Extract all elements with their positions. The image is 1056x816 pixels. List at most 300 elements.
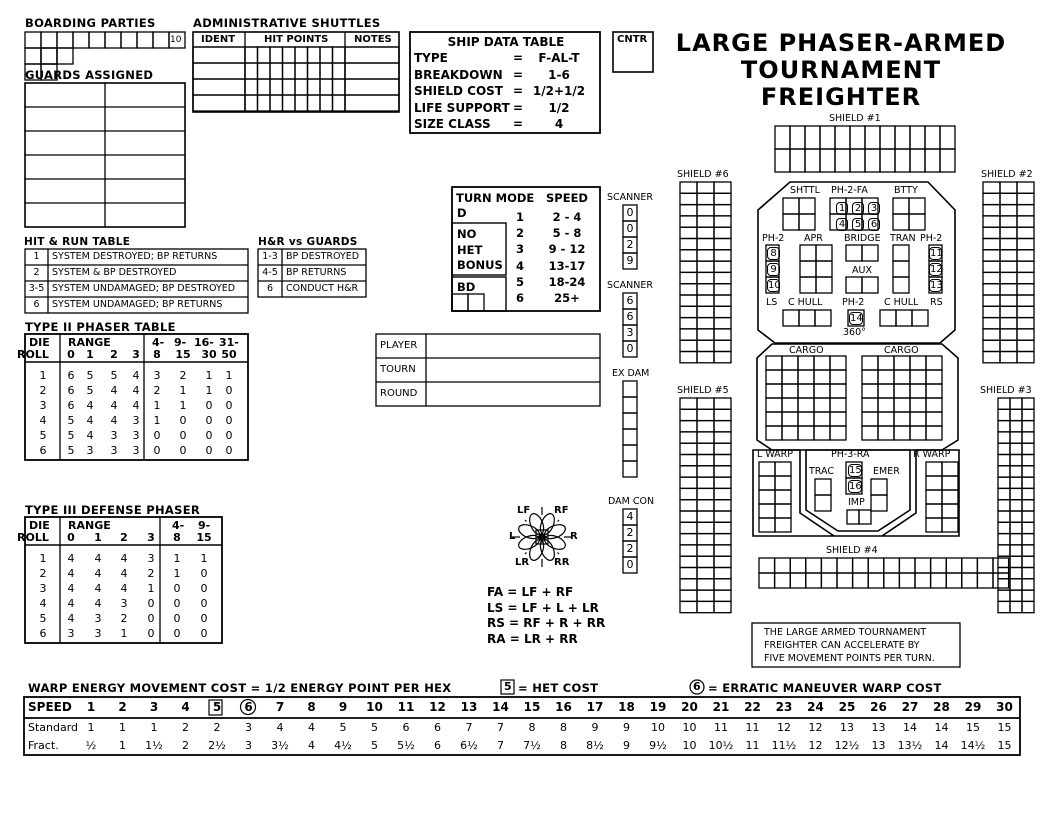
cntr-label: CNTR — [617, 34, 648, 45]
phaser-cell: 3 — [39, 582, 47, 595]
phaser-cell: 3 — [86, 444, 94, 457]
turn-mode-table — [456, 191, 588, 205]
phaser-range-header: 2 — [120, 531, 128, 544]
phaser-cell: 0 — [225, 429, 233, 442]
weapon-left-number: 9 — [767, 263, 780, 276]
fract-cost: 15 — [997, 739, 1012, 752]
ex-dam-label: EX DAM — [612, 368, 650, 379]
phaser-cell: 0 — [200, 612, 208, 625]
phaser-cell: 1 — [205, 369, 213, 382]
hr-guards-result: BP DESTROYED — [286, 251, 360, 262]
phaser-cell: 0 — [200, 582, 208, 595]
hr-guards-roll: 4-5 — [262, 267, 278, 278]
speed-value: 5 — [212, 700, 222, 714]
speed-value: 23 — [775, 700, 793, 714]
phaser-cell: 3 — [110, 444, 118, 457]
phaser-range-header: 8 — [173, 531, 181, 544]
phaser-range-header: 2 — [110, 348, 118, 361]
shuttle-header-notes: NOTES — [354, 34, 392, 45]
standard-cost: 2 — [182, 721, 189, 734]
ssd-label-rs: RS — [930, 297, 943, 308]
phaser-cell: 0 — [200, 597, 208, 610]
standard-cost: 10 — [682, 721, 697, 734]
phaser-cell: 0 — [225, 444, 233, 457]
phaser-header: RANGE — [68, 519, 111, 532]
turn-speed-range: 9 - 12 — [548, 242, 586, 257]
fract-cost: 8½ — [586, 739, 604, 752]
standard-cost: 5 — [339, 721, 347, 734]
speed-value: 22 — [744, 700, 761, 714]
standard-cost: 5 — [371, 721, 378, 734]
standard-cost: 7 — [497, 721, 504, 734]
turn-speed-range: 18-24 — [548, 274, 586, 289]
phaser-cell: 0 — [225, 414, 233, 427]
ssd-boxes — [680, 126, 1034, 613]
speed-value: 13 — [460, 700, 478, 714]
phaser-cell: 1 — [39, 369, 47, 382]
phaser-cell: 1 — [173, 552, 181, 565]
erratic-cost-label: = ERRATIC MANEUVER WARP COST — [708, 681, 942, 695]
hit-run-label: HIT & RUN TABLE — [24, 236, 131, 248]
standard-cost: 12 — [777, 721, 791, 734]
phaser-cell: 4 — [94, 597, 102, 610]
fract-cost: 14 — [934, 739, 949, 752]
no-het-bonus-label — [457, 227, 503, 274]
ship-data-key: BREAKDOWN — [414, 67, 503, 82]
player-box-label: ROUND — [380, 388, 418, 399]
phaser-cell: 4 — [132, 384, 140, 397]
phaser-range-header: 0 — [67, 348, 75, 361]
phaser-cell: 0 — [205, 399, 213, 412]
weapon-fa-number: 3 — [868, 202, 880, 215]
phaser-cell: 4 — [94, 552, 102, 565]
arc-definitions — [487, 585, 605, 647]
dam-con-value: 0 — [626, 558, 634, 571]
phaser-range-header: 8 — [153, 348, 161, 361]
phaser-cell: 0 — [153, 429, 161, 442]
speed-row-label: SPEED — [28, 700, 72, 714]
ssd-label-btty: BTTY — [894, 185, 918, 196]
erratic-number: 6 — [693, 680, 701, 693]
phaser-cell: 0 — [200, 567, 208, 580]
hit-run-roll: 6 — [33, 299, 40, 310]
phaser-cell: 4 — [67, 582, 75, 595]
ship-data-key: SHIELD COST — [414, 84, 503, 99]
phaser-header: 31- — [219, 336, 239, 349]
phaser-cell: 1 — [153, 399, 161, 412]
note-line-2: FREIGHTER CAN ACCELERATE BY — [764, 640, 920, 651]
shield-label: SHIELD #5 — [677, 385, 729, 396]
phaser-cell: 4 — [86, 429, 94, 442]
hit-run-result: SYSTEM UNDAMAGED; BP DESTROYED — [52, 283, 236, 294]
phaser-cell: 6 — [67, 384, 75, 397]
het-label: HET — [457, 242, 483, 257]
turn-speed-range: 5 - 8 — [552, 226, 582, 241]
player-box-label: PLAYER — [380, 340, 418, 351]
phaser-cell: 0 — [147, 612, 155, 625]
fract-cost: 13½ — [897, 739, 923, 752]
dam-con-value: 4 — [626, 510, 634, 523]
standard-cost: 14 — [903, 721, 917, 734]
speed-value: 15 — [523, 700, 541, 714]
phaser-cell: 4 — [132, 369, 140, 382]
scanner-1-value: 0 — [626, 222, 634, 235]
phaser-cell: 3 — [153, 369, 161, 382]
phaser-cell: 3 — [132, 429, 140, 442]
scanner-1-value: 0 — [626, 206, 634, 219]
phaser-cell: 3 — [94, 627, 102, 640]
phaser-cell: 4 — [67, 567, 75, 580]
phaser-cell: 0 — [147, 597, 155, 610]
fract-cost: 4½ — [334, 739, 352, 752]
phaser-cell: 3 — [67, 627, 75, 640]
weapon-right-number: 12 — [930, 264, 943, 275]
phaser-cell: 1 — [225, 369, 233, 382]
scanner-2-label: SCANNER — [607, 280, 653, 291]
phaser-header: 9- — [174, 336, 187, 349]
compass-arc-label: LF — [517, 505, 531, 516]
weapon-ra-number: 16 — [849, 481, 862, 492]
fract-cost: 5 — [371, 739, 378, 752]
speed-value: 4 — [181, 700, 190, 714]
speed-value: 14 — [492, 700, 509, 714]
phaser-cell: 4 — [67, 597, 75, 610]
speed-value: 25 — [838, 700, 856, 714]
movement-title: WARP ENERGY MOVEMENT COST = 1/2 ENERGY POINT PER HEX — [28, 681, 452, 695]
turn-mode-value: 2 — [516, 226, 525, 241]
ssd-label-emer: EMER — [873, 466, 900, 477]
phaser2-label: TYPE II PHASER TABLE — [25, 320, 176, 334]
bd-label: BD — [457, 280, 476, 294]
phaser-cell: 1 — [120, 627, 128, 640]
ship-data-row — [414, 116, 598, 132]
phaser-cell: 1 — [173, 567, 181, 580]
standard-cost: 6 — [434, 721, 441, 734]
ssd-label-ph3ra: PH-3-RA — [831, 449, 870, 460]
ssd-label-deg: 360° — [843, 327, 866, 338]
fract-cost: 12½ — [834, 739, 860, 752]
title-line-1: LARGE PHASER-ARMED — [675, 29, 1007, 57]
phaser-range-header: ROLL — [17, 348, 49, 361]
standard-cost: 8 — [528, 721, 536, 734]
het-cost-label: = HET COST — [518, 681, 599, 695]
ssd-label-bridge: BRIDGE — [844, 233, 881, 244]
ship-data-row — [414, 83, 598, 99]
phaser-range-header: 3 — [132, 348, 140, 361]
scanner-2-value: 0 — [626, 342, 634, 355]
phaser-cell: 4 — [67, 612, 75, 625]
fract-cost: 3 — [245, 739, 252, 752]
phaser-cell: 0 — [225, 384, 233, 397]
phaser-cell: 0 — [153, 444, 161, 457]
phaser-header: DIE — [29, 519, 50, 532]
hr-guards-roll: 6 — [266, 283, 274, 294]
bonus-label: BONUS — [457, 258, 503, 272]
phaser-cell: 1 — [200, 552, 208, 565]
standard-cost: 4 — [276, 721, 284, 734]
speed-value: 17 — [586, 700, 604, 714]
ship-data-row — [414, 50, 598, 66]
ship-data-value: 1/2+1/2 — [532, 84, 586, 99]
phaser-cell: 5 — [39, 612, 47, 625]
phaser-cell: 1 — [205, 384, 213, 397]
equals-sign: = — [513, 100, 524, 115]
ssd-label-aux: AUX — [852, 265, 872, 276]
acceleration-note — [764, 626, 935, 665]
ssd-label-ph2fa: PH-2-FA — [831, 185, 868, 196]
speed-value: 9 — [338, 700, 348, 714]
scanner-2-value: 3 — [626, 326, 634, 339]
phaser-cell: 2 — [39, 567, 47, 580]
fract-cost: 6 — [434, 739, 441, 752]
weapon-left-number: 10 — [768, 280, 781, 291]
phaser-range-header: 3 — [147, 531, 155, 544]
phaser-cell: 3 — [94, 612, 102, 625]
speed-value: 28 — [933, 700, 950, 714]
speed-value: 20 — [681, 700, 698, 714]
ssd-label-apr: APR — [804, 233, 823, 244]
phaser-cell: 0 — [173, 627, 181, 640]
ssd-label-chull1: C HULL — [788, 297, 823, 308]
standard-cost: 6 — [402, 721, 410, 734]
phaser3-label: TYPE III DEFENSE PHASER — [25, 503, 201, 517]
ship-data-key: SIZE CLASS — [414, 117, 491, 132]
speed-value: 1 — [86, 700, 96, 714]
phaser-cell: 4 — [94, 567, 102, 580]
weapon-right-number: 13 — [930, 280, 943, 291]
hr-guards-label: H&R vs GUARDS — [258, 236, 358, 248]
ship-data-value: 1/2 — [548, 100, 570, 115]
standard-cost: 1 — [150, 721, 158, 734]
ssd-label-ls: LS — [766, 297, 778, 308]
compass-arc-label: L — [509, 531, 516, 542]
phaser-cell: 4 — [86, 399, 94, 412]
fract-cost: 10½ — [708, 739, 734, 752]
phaser-cell: 0 — [173, 612, 181, 625]
phaser-cell: 1 — [179, 384, 187, 397]
note-line-1: THE LARGE ARMED TOURNAMENT — [764, 627, 927, 638]
fract-cost: 4 — [308, 739, 315, 752]
standard-cost: 13 — [871, 721, 886, 734]
speed-value: 21 — [712, 700, 730, 714]
standard-cost: 10 — [651, 721, 665, 734]
ssd-label-ph2c: PH-2 — [842, 297, 865, 308]
fract-cost: 8 — [560, 739, 567, 752]
phaser-header: DIE — [29, 336, 50, 349]
phaser-cell: 1 — [153, 414, 161, 427]
phaser-cell: 5 — [67, 429, 75, 442]
scanner-1-label: SCANNER — [607, 192, 653, 203]
standard-cost: 4 — [308, 721, 315, 734]
fract-cost: 7 — [497, 739, 504, 752]
standard-cost: 1 — [119, 721, 126, 734]
phaser-cell: 5 — [86, 369, 94, 382]
phaser-range-header: 15 — [196, 531, 212, 544]
speed-value: 16 — [555, 700, 572, 714]
fract-cost: 14½ — [960, 739, 986, 752]
phaser-cell: 4 — [132, 399, 140, 412]
weapon-fa-number: 4 — [836, 218, 848, 231]
hit-run-roll: 3-5 — [28, 283, 45, 294]
ship-data-row — [414, 100, 598, 116]
dam-con-value: 2 — [626, 542, 634, 555]
ssd-label-imp: IMP — [848, 497, 865, 508]
weapon-fa-number: 6 — [868, 218, 880, 231]
boarding-parties-label: BOARDING PARTIES — [25, 16, 156, 30]
phaser-cell: 4 — [120, 552, 128, 565]
ship-data-value: F-AL-T — [538, 51, 580, 66]
ssd-label-ph2l: PH-2 — [762, 233, 785, 244]
phaser-cell: 0 — [147, 627, 155, 640]
ship-data-key: LIFE SUPPORT — [414, 100, 510, 115]
fract-cost: 5½ — [397, 739, 415, 752]
phaser-cell: 4 — [110, 414, 118, 427]
phaser-cell: 4 — [120, 582, 128, 595]
phaser-cell: 0 — [173, 582, 181, 595]
standard-cost: 12 — [808, 721, 823, 734]
phaser-cell: 6 — [67, 369, 75, 382]
compass-arc-label: R — [570, 531, 578, 542]
speed-value: 24 — [807, 700, 824, 714]
hit-run-result: SYSTEM DESTROYED; BP RETURNS — [52, 251, 218, 262]
fract-cost: 2½ — [208, 739, 226, 752]
fract-cost: 2 — [182, 739, 189, 752]
dam-con-value: 2 — [626, 526, 634, 539]
ship-data-table — [414, 34, 598, 132]
scanner-1-value: 2 — [626, 238, 634, 251]
ship-data-row — [414, 67, 598, 83]
weapon-left-number: 8 — [767, 247, 780, 260]
fract-cost: 11½ — [771, 739, 797, 752]
phaser-cell: 4 — [39, 597, 47, 610]
phaser-header: 4- — [152, 336, 165, 349]
weapon-ra-number: 15 — [849, 465, 862, 476]
weapon-fa-number: 5 — [852, 218, 864, 231]
player-box-label: TOURN — [380, 364, 416, 375]
phaser-cell: 4 — [120, 567, 128, 580]
phaser-cell: 0 — [205, 444, 213, 457]
standard-cost: 8 — [560, 721, 567, 734]
equals-sign: = — [513, 67, 524, 82]
compass-arc-label: RF — [554, 505, 569, 516]
ssd-label-cargo2: CARGO — [884, 345, 919, 356]
title-line-2: TOURNAMENT — [740, 56, 942, 84]
phaser-cell: 3 — [132, 444, 140, 457]
weapon-center-number: 14 — [850, 313, 863, 324]
weapon-fa-number: 1 — [836, 202, 848, 215]
phaser-cell: 0 — [173, 597, 181, 610]
speed-header: SPEED — [546, 191, 588, 205]
phaser-cell: 3 — [147, 552, 155, 565]
speed-value: 2 — [118, 700, 127, 714]
ssd-label-lwarp: L WARP — [757, 449, 794, 460]
speed-value: 18 — [618, 700, 635, 714]
phaser-cell: 0 — [179, 444, 187, 457]
dam-con-label: DAM CON — [608, 496, 655, 507]
standard-cost: 15 — [966, 721, 980, 734]
standard-cost: 11 — [745, 721, 760, 734]
ship-data-title: SHIP DATA TABLE — [447, 35, 565, 49]
phaser-cell: 2 — [147, 567, 155, 580]
speed-value: 19 — [649, 700, 667, 714]
shield-label: SHIELD #3 — [980, 385, 1032, 396]
standard-cost: 11 — [714, 721, 728, 734]
ship-data-value: 1-6 — [548, 67, 570, 82]
shield-label: SHIELD #6 — [677, 169, 729, 180]
het-number: 5 — [504, 680, 512, 693]
turn-speed-range: 25+ — [554, 290, 580, 305]
ssd-label-tran: TRAN — [890, 233, 916, 244]
scanner-1-value: 9 — [626, 254, 634, 267]
phaser-cell: 1 — [39, 552, 47, 565]
fract-cost: 12 — [808, 739, 823, 752]
phaser-cell: 0 — [179, 414, 187, 427]
fract-cost: 7½ — [523, 739, 541, 752]
speed-value: 26 — [870, 700, 887, 714]
phaser-cell: 3 — [110, 429, 118, 442]
boarding-count: 10 — [170, 35, 182, 45]
phaser-cell: 1 — [147, 582, 155, 595]
weapon-right-number: 11 — [930, 248, 943, 259]
phaser-cell: 4 — [86, 414, 94, 427]
phaser-cell: 0 — [205, 414, 213, 427]
phaser-header: RANGE — [68, 336, 111, 349]
phaser-cell: 4 — [67, 552, 75, 565]
phaser-cell: 2 — [39, 384, 47, 397]
turn-mode-value: 3 — [516, 242, 525, 257]
phaser-cell: 6 — [67, 399, 75, 412]
equals-sign: = — [513, 117, 524, 132]
standard-cost: 7 — [465, 721, 473, 734]
phaser-cell: 4 — [39, 414, 47, 427]
phaser-cell: 2 — [153, 384, 161, 397]
speed-value: 10 — [366, 700, 383, 714]
phaser-range-header: 15 — [175, 348, 191, 361]
ssd-label-rwarp: R WARP — [913, 449, 951, 460]
phaser-range-header: 1 — [94, 531, 102, 544]
standard-cost: 2 — [213, 721, 221, 734]
shield-label: SHIELD #4 — [826, 545, 878, 556]
phaser-cell: 5 — [86, 384, 94, 397]
speed-value: 12 — [429, 700, 446, 714]
phaser-range-header: 30 — [201, 348, 217, 361]
arc-definition: LS = LF + L + LR — [487, 600, 599, 615]
arc-definition: RS = RF + R + RR — [487, 616, 606, 630]
ssd-label-ph2r: PH-2 — [920, 233, 943, 244]
hit-run-roll: 1 — [33, 251, 40, 262]
ssd-label-shttl: SHTTL — [790, 185, 820, 196]
fract-cost: 13 — [871, 739, 886, 752]
compass-arc-label: RR — [554, 557, 570, 568]
turn-mode-value: 1 — [516, 210, 525, 224]
phaser-range-header: ROLL — [17, 531, 49, 544]
ship-data-value: 4 — [554, 117, 564, 132]
phaser-header: 16- — [194, 336, 214, 349]
note-line-3: FIVE MOVEMENT POINTS PER TURN. — [764, 653, 935, 664]
admin-shuttles-label: ADMINISTRATIVE SHUTTLES — [193, 16, 381, 30]
turn-speed-range: 2 - 4 — [552, 210, 582, 224]
speed-value: 11 — [397, 700, 415, 714]
speed-value: 6 — [244, 700, 253, 714]
ship-data-key: TYPE — [414, 51, 448, 66]
phaser-cell: 0 — [225, 399, 233, 412]
phaser-header: 9- — [198, 519, 211, 532]
shield-label: SHIELD #2 — [981, 169, 1033, 180]
phaser-cell: 2 — [120, 612, 128, 625]
phaser-header: 4- — [172, 519, 185, 532]
fract-cost: 6½ — [460, 739, 478, 752]
compass-arc-label: LR — [515, 557, 530, 568]
